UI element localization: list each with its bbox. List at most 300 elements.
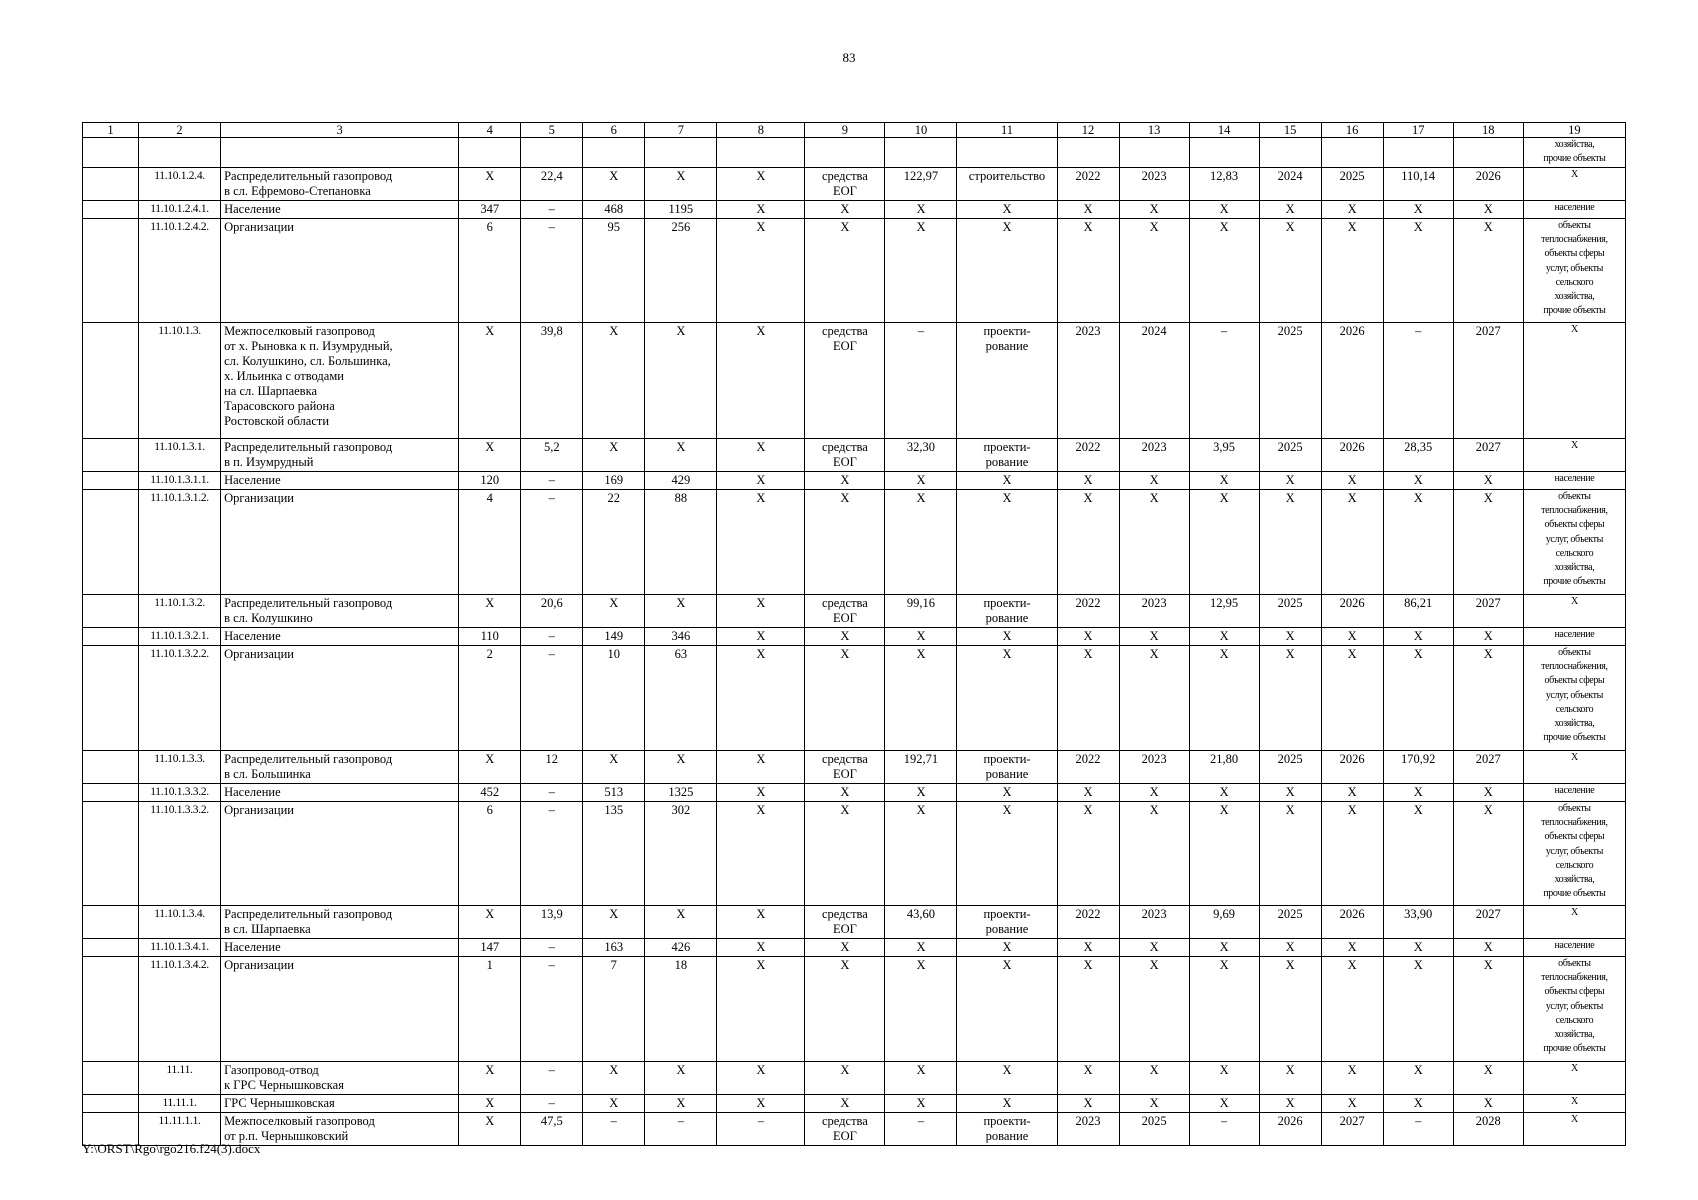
column-number-header: 10 [885, 123, 957, 138]
table-cell: X [1057, 1062, 1119, 1095]
table-cell: 88 [645, 490, 717, 595]
item-name: Распределительный газопровод в сл. Ефремово-Степановка [221, 168, 459, 201]
item-name: Организации [221, 646, 459, 751]
column-number-header: 14 [1189, 123, 1259, 138]
table-cell: 347 [459, 201, 521, 219]
table-cell: X [957, 784, 1057, 802]
table-cell: X [1189, 957, 1259, 1062]
table-cell [83, 168, 139, 201]
table-cell: X [805, 802, 885, 906]
table-cell: X [805, 201, 885, 219]
table-cell: X [1259, 784, 1321, 802]
table-cell: 2026 [1453, 168, 1523, 201]
table-cell: средства ЕОГ [805, 595, 885, 628]
table-cell: X [583, 439, 645, 472]
item-code: 11.10.1.3.1.1. [139, 472, 221, 490]
table-cell: X [1119, 1095, 1189, 1113]
table-cell [83, 939, 139, 957]
table-cell: проекти- рование [957, 751, 1057, 784]
table-cell: X [717, 628, 805, 646]
table-cell [645, 138, 717, 168]
table-cell: – [521, 1095, 583, 1113]
table-cell: X [1321, 628, 1383, 646]
table-cell: 12,83 [1189, 168, 1259, 201]
table-cell: X [1453, 1062, 1523, 1095]
table-cell: 22,4 [521, 168, 583, 201]
table-cell: X [1321, 802, 1383, 906]
table-cell: 10 [583, 646, 645, 751]
table-cell: X [885, 802, 957, 906]
table-cell: – [521, 628, 583, 646]
table-cell: X [1057, 219, 1119, 323]
table-cell [83, 906, 139, 939]
table-cell: X [1057, 472, 1119, 490]
item-code: 11.10.1.2.4.2. [139, 219, 221, 323]
table-cell: X [645, 168, 717, 201]
table-cell: X [1383, 472, 1453, 490]
table-cell: – [1189, 323, 1259, 439]
table-cell: X [717, 323, 805, 439]
table-cell: X [1057, 201, 1119, 219]
table-cell: X [1119, 957, 1189, 1062]
consumer-type: объекты теплоснабжения, объекты сферы услуг, объекты сельского хозяйства, прочие объекты [1523, 802, 1625, 906]
item-name: Население [221, 939, 459, 957]
table-cell: X [717, 219, 805, 323]
table-cell: 2026 [1321, 751, 1383, 784]
table-cell [1453, 138, 1523, 168]
table-cell: 20,6 [521, 595, 583, 628]
item-name: Организации [221, 957, 459, 1062]
table-cell: X [1383, 784, 1453, 802]
table-cell: X [1189, 628, 1259, 646]
table-row [83, 439, 1626, 472]
item-code: 11.10.1.2.4. [139, 168, 221, 201]
table-cell [83, 802, 139, 906]
consumer-type: население [1523, 784, 1625, 802]
table-cell: 2 [459, 646, 521, 751]
column-number-header: 12 [1057, 123, 1119, 138]
table-cell: X [645, 906, 717, 939]
item-code: 11.10.1.3.4.2. [139, 957, 221, 1062]
table-cell: – [1383, 323, 1453, 439]
table-cell: 429 [645, 472, 717, 490]
table-cell: X [885, 201, 957, 219]
item-code: 11.10.1.2.4.1. [139, 201, 221, 219]
item-name: Население [221, 201, 459, 219]
table-cell [957, 138, 1057, 168]
table-cell: 2023 [1057, 323, 1119, 439]
table-cell: X [459, 323, 521, 439]
table-cell: X [717, 751, 805, 784]
table-cell: X [957, 1062, 1057, 1095]
consumer-type: X [1523, 323, 1625, 439]
table-cell: 149 [583, 628, 645, 646]
table-cell: X [1057, 1095, 1119, 1113]
table-cell: X [1321, 784, 1383, 802]
table-cell: X [1119, 219, 1189, 323]
table-cell: X [1453, 490, 1523, 595]
table-cell: 12 [521, 751, 583, 784]
table-cell: 4 [459, 490, 521, 595]
table-cell [83, 201, 139, 219]
table-cell [1321, 138, 1383, 168]
table-cell [1189, 138, 1259, 168]
table-cell: X [1321, 646, 1383, 751]
table-cell: X [885, 219, 957, 323]
table-cell: 426 [645, 939, 717, 957]
table-cell: 192,71 [885, 751, 957, 784]
table-cell: X [645, 595, 717, 628]
table-cell: 2022 [1057, 168, 1119, 201]
table-cell [717, 138, 805, 168]
item-code: 11.10.1.3.2.1. [139, 628, 221, 646]
table-cell: X [1383, 957, 1453, 1062]
table-cell: X [1057, 490, 1119, 595]
table-cell: 2026 [1321, 439, 1383, 472]
table-cell: – [521, 802, 583, 906]
data-table [82, 122, 1626, 1146]
table-row [83, 168, 1626, 201]
consumer-type: объекты теплоснабжения, объекты сферы услуг, объекты сельского хозяйства, прочие объекты [1523, 957, 1625, 1062]
table-cell [83, 323, 139, 439]
table-cell: 2025 [1259, 439, 1321, 472]
table-cell: 2023 [1119, 439, 1189, 472]
item-name: Распределительный газопровод в сл. Большинка [221, 751, 459, 784]
table-cell: X [717, 802, 805, 906]
item-name: ГРС Чернышковская [221, 1095, 459, 1113]
column-number-header: 6 [583, 123, 645, 138]
table-cell: 110 [459, 628, 521, 646]
column-number-header: 17 [1383, 123, 1453, 138]
item-code: 11.11.1. [139, 1095, 221, 1113]
table-cell: X [1383, 219, 1453, 323]
table-cell: проекти- рование [957, 439, 1057, 472]
table-cell: X [805, 472, 885, 490]
table-cell: X [717, 957, 805, 1062]
table-cell: 2023 [1119, 168, 1189, 201]
table-cell [459, 138, 521, 168]
table-cell: 12,95 [1189, 595, 1259, 628]
table-cell: X [1321, 490, 1383, 595]
table-cell: X [1453, 472, 1523, 490]
table-cell: X [1321, 1062, 1383, 1095]
table-cell: X [1383, 1062, 1453, 1095]
table-cell: X [1119, 1062, 1189, 1095]
table-cell: X [1321, 219, 1383, 323]
table-cell: 18 [645, 957, 717, 1062]
table-cell: 1325 [645, 784, 717, 802]
table-cell: X [885, 490, 957, 595]
table-cell: 63 [645, 646, 717, 751]
table-cell: X [1057, 957, 1119, 1062]
consumer-type: население [1523, 201, 1625, 219]
table-cell: проекти- рование [957, 906, 1057, 939]
table-cell: X [1383, 628, 1453, 646]
item-name: Газопровод-отвод к ГРС Чернышковская [221, 1062, 459, 1095]
table-cell: X [1259, 490, 1321, 595]
item-name: Межпоселковый газопровод от х. Рыновка к п. Изумрудный, сл. Колушкино, сл. Большинка, х. Ильинка с отводами на сл. Шарпаевка Тарасовского района Ростовской области [221, 323, 459, 439]
consumer-type: X [1523, 439, 1625, 472]
table-cell: X [459, 1062, 521, 1095]
table-cell: X [1189, 784, 1259, 802]
table-cell: X [645, 751, 717, 784]
table-cell: X [1057, 939, 1119, 957]
table-cell: 147 [459, 939, 521, 957]
table-cell: – [645, 1113, 717, 1146]
table-cell: X [1119, 939, 1189, 957]
table-cell: 302 [645, 802, 717, 906]
table-cell: 2024 [1259, 168, 1321, 201]
table-cell: X [957, 472, 1057, 490]
table-cell: X [1453, 939, 1523, 957]
table-cell [1119, 138, 1189, 168]
table-cell: 5,2 [521, 439, 583, 472]
table-cell: X [1383, 201, 1453, 219]
table-cell: X [1189, 1062, 1259, 1095]
table-cell: 2027 [1321, 1113, 1383, 1146]
item-name: Население [221, 628, 459, 646]
table-cell: X [805, 939, 885, 957]
table-cell: 2027 [1453, 595, 1523, 628]
table-cell: 256 [645, 219, 717, 323]
table-cell: X [1321, 939, 1383, 957]
table-cell: X [583, 751, 645, 784]
table-cell: 2023 [1119, 751, 1189, 784]
table-cell: X [885, 784, 957, 802]
column-number-header: 1 [83, 123, 139, 138]
table-cell: X [885, 472, 957, 490]
consumer-type: объекты теплоснабжения, объекты сферы услуг, объекты сельского хозяйства, прочие объекты [1523, 219, 1625, 323]
consumer-type: X [1523, 1062, 1625, 1095]
consumer-type: X [1523, 906, 1625, 939]
table-cell: 95 [583, 219, 645, 323]
consumer-type: X [1523, 751, 1625, 784]
table-cell: X [1119, 802, 1189, 906]
table-cell: 47,5 [521, 1113, 583, 1146]
table-cell [583, 138, 645, 168]
table-cell: проекти- рование [957, 595, 1057, 628]
table-row [83, 784, 1626, 802]
table-cell: проекти- рование [957, 1113, 1057, 1146]
table-cell: X [717, 1095, 805, 1113]
column-number-header: 13 [1119, 123, 1189, 138]
consumer-type: X [1523, 595, 1625, 628]
table-row [83, 1062, 1626, 1095]
table-cell: X [805, 784, 885, 802]
table-cell: – [521, 472, 583, 490]
table-cell: 2025 [1119, 1113, 1189, 1146]
table-cell: X [717, 490, 805, 595]
table-cell: X [717, 939, 805, 957]
table-cell [885, 138, 957, 168]
table-cell: X [1321, 201, 1383, 219]
table-cell: X [1119, 201, 1189, 219]
table-row [83, 595, 1626, 628]
table-cell: X [1189, 472, 1259, 490]
table-cell: 2027 [1453, 439, 1523, 472]
table-cell: X [1453, 784, 1523, 802]
table-cell: X [1259, 201, 1321, 219]
table-cell: 99,16 [885, 595, 957, 628]
table-cell: 110,14 [1383, 168, 1453, 201]
consumer-type: X [1523, 1113, 1625, 1146]
table-cell: 2022 [1057, 751, 1119, 784]
item-name: Организации [221, 490, 459, 595]
table-cell: X [1453, 219, 1523, 323]
table-row [83, 628, 1626, 646]
table-cell: 1195 [645, 201, 717, 219]
item-name: Организации [221, 802, 459, 906]
table-cell: 2025 [1259, 906, 1321, 939]
table-cell: X [1259, 628, 1321, 646]
table-row [83, 751, 1626, 784]
table-cell: 39,8 [521, 323, 583, 439]
table-cell: X [717, 906, 805, 939]
consumer-type: X [1523, 1095, 1625, 1113]
table-cell: 2027 [1453, 751, 1523, 784]
table-cell [521, 138, 583, 168]
table-cell [83, 628, 139, 646]
table-cell: X [1119, 628, 1189, 646]
table-cell: X [1189, 219, 1259, 323]
item-code: 11.10.1.3.2.2. [139, 646, 221, 751]
table-row [83, 957, 1626, 1062]
table-cell: – [885, 323, 957, 439]
table-cell: – [717, 1113, 805, 1146]
item-code: 11.10.1.3.2. [139, 595, 221, 628]
table-cell: 2023 [1057, 1113, 1119, 1146]
table-cell: X [805, 1095, 885, 1113]
table-cell: X [1119, 490, 1189, 595]
file-path-footer: Y:\ORST\Rgo\rgo216.f24(3).docx [82, 1141, 261, 1156]
table-cell: X [885, 628, 957, 646]
consumer-type: объекты теплоснабжения, объекты сферы услуг, объекты сельского хозяйства, прочие объекты [1523, 490, 1625, 595]
table-cell: – [521, 784, 583, 802]
table-cell: X [459, 595, 521, 628]
table-cell: средства ЕОГ [805, 439, 885, 472]
table-cell: X [885, 1095, 957, 1113]
table-cell: 32,30 [885, 439, 957, 472]
table-cell: – [521, 939, 583, 957]
table-cell: X [885, 646, 957, 751]
consumer-type: хозяйства, прочие объекты [1523, 138, 1625, 168]
table-cell: X [1189, 490, 1259, 595]
table-cell: X [583, 906, 645, 939]
table-cell: X [1453, 1095, 1523, 1113]
table-cell: X [1321, 472, 1383, 490]
table-cell: X [1057, 646, 1119, 751]
table-cell: – [521, 219, 583, 323]
table-cell: X [957, 1095, 1057, 1113]
table-cell: 2027 [1453, 906, 1523, 939]
table-cell: X [885, 939, 957, 957]
table-cell: 86,21 [1383, 595, 1453, 628]
table-cell: 33,90 [1383, 906, 1453, 939]
table-cell: – [521, 201, 583, 219]
table-cell: X [717, 472, 805, 490]
table-cell: 122,97 [885, 168, 957, 201]
table-cell: 2026 [1321, 595, 1383, 628]
table-cell: 3,95 [1189, 439, 1259, 472]
table-cell: X [885, 957, 957, 1062]
item-name: Организации [221, 219, 459, 323]
item-code: 11.11. [139, 1062, 221, 1095]
table-cell: X [459, 1095, 521, 1113]
table-cell: 2024 [1119, 323, 1189, 439]
table-cell: X [1453, 957, 1523, 1062]
column-number-header: 4 [459, 123, 521, 138]
table-cell: 2028 [1453, 1113, 1523, 1146]
table-cell: X [1189, 802, 1259, 906]
table-cell: X [717, 168, 805, 201]
table-cell: X [1321, 1095, 1383, 1113]
consumer-type: X [1523, 168, 1625, 201]
table-cell: X [717, 1062, 805, 1095]
table-cell: 2027 [1453, 323, 1523, 439]
table-cell: X [583, 595, 645, 628]
table-cell: X [717, 201, 805, 219]
table-cell: X [957, 490, 1057, 595]
table-cell [83, 1062, 139, 1095]
table-row [83, 1113, 1626, 1146]
table-cell: X [1453, 201, 1523, 219]
table-cell: 2025 [1259, 751, 1321, 784]
table-cell: 28,35 [1383, 439, 1453, 472]
table-cell: X [1259, 1095, 1321, 1113]
table-cell: средства ЕОГ [805, 323, 885, 439]
table-cell: X [717, 646, 805, 751]
table-cell: X [459, 1113, 521, 1146]
table-cell [83, 219, 139, 323]
table-cell: 2022 [1057, 906, 1119, 939]
table-cell: X [1189, 1095, 1259, 1113]
table-cell: 6 [459, 219, 521, 323]
table-cell: X [957, 628, 1057, 646]
table-cell: X [645, 1095, 717, 1113]
table-cell: – [885, 1113, 957, 1146]
column-number-header: 11 [957, 123, 1057, 138]
table-cell [83, 439, 139, 472]
table-cell: X [1057, 628, 1119, 646]
table-cell: X [717, 595, 805, 628]
table-cell: – [521, 646, 583, 751]
table-cell: 6 [459, 802, 521, 906]
table-cell: X [1383, 646, 1453, 751]
table-cell: X [805, 628, 885, 646]
table-cell: X [459, 439, 521, 472]
item-code: 11.10.1.3.3.2. [139, 784, 221, 802]
table-row [83, 490, 1626, 595]
table-cell: X [717, 439, 805, 472]
table-cell [1259, 138, 1321, 168]
table-cell: 135 [583, 802, 645, 906]
table-cell: X [957, 201, 1057, 219]
table-cell: X [583, 168, 645, 201]
table-cell: X [1119, 784, 1189, 802]
table-cell: X [1453, 802, 1523, 906]
item-code: 11.10.1.3.4.1. [139, 939, 221, 957]
item-name: Население [221, 784, 459, 802]
table-cell: X [957, 957, 1057, 1062]
table-cell: строительство [957, 168, 1057, 201]
table-cell: X [645, 1062, 717, 1095]
table-cell: 9,69 [1189, 906, 1259, 939]
table-cell: X [1259, 939, 1321, 957]
item-name: Распределительный газопровод в п. Изумрудный [221, 439, 459, 472]
table-cell: X [1383, 939, 1453, 957]
table-cell: 170,92 [1383, 751, 1453, 784]
table-cell: X [805, 219, 885, 323]
